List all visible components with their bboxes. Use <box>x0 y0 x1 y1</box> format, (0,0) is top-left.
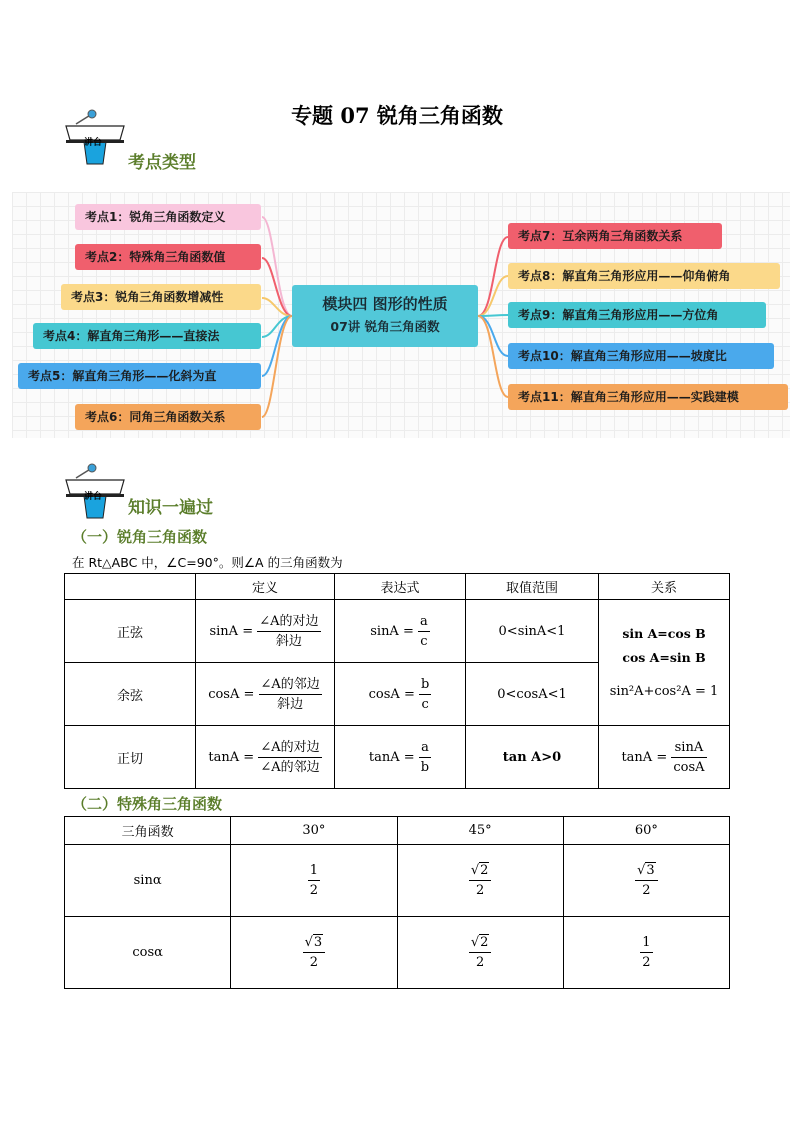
fraction <box>469 933 492 972</box>
relation-cell <box>599 600 730 726</box>
formula-lhs: tanA = <box>368 749 415 765</box>
radicand: 3 <box>313 935 323 950</box>
numerator: √3 <box>303 933 326 953</box>
fraction <box>671 738 706 777</box>
mindmap-center-title: 模块四 图形的性质 <box>322 295 448 313</box>
expression-cell <box>335 600 466 663</box>
table-header <box>65 574 196 600</box>
definition-cell <box>196 726 335 789</box>
mindmap-node-point-8: 考点8：解直角三角形应用——仰角俯角 <box>508 263 780 289</box>
denominator: 2 <box>475 955 485 970</box>
mindmap-center-node <box>292 285 478 347</box>
expression-cell <box>335 663 466 726</box>
relation-pythagorean: sin²A+cos²A = 1 <box>609 683 719 699</box>
numerator: ∠A的对边 <box>257 612 320 632</box>
table-header: 表达式 <box>335 574 466 600</box>
value-cell <box>563 845 729 917</box>
fraction <box>640 933 652 972</box>
numerator: ∠A的邻边 <box>259 675 322 695</box>
mindmap-node-point-10: 考点10：解直角三角形应用——坡度比 <box>508 343 774 369</box>
mindmap-node-point-2: 考点2：特殊角三角函数值 <box>75 244 261 270</box>
table-header: 定义 <box>196 574 335 600</box>
fraction <box>303 933 326 972</box>
subheading-special-angles: （二）特殊角三角函数 <box>72 795 223 813</box>
mindmap-node-point-1: 考点1：锐角三角函数定义 <box>75 204 261 230</box>
fraction <box>258 738 321 777</box>
denominator: 2 <box>309 883 319 898</box>
numerator: √2 <box>469 933 492 953</box>
denominator: c <box>420 633 428 649</box>
formula-lhs: cosA = <box>208 686 255 702</box>
range-cell: 0<sinA<1 <box>466 600 599 663</box>
trig-definition-table <box>64 573 730 789</box>
denominator: cosA <box>673 759 705 775</box>
row-label: cosα <box>65 917 231 989</box>
intro-text: 在 Rt△ABC 中，∠C=90°。则∠A 的三角函数为 <box>72 555 343 570</box>
mindmap-center-subtitle: 07讲 锐角三角函数 <box>330 319 440 334</box>
numerator: √2 <box>469 861 492 881</box>
row-label: 余弦 <box>65 663 196 726</box>
mindmap-node-point-6: 考点6：同角三角函数关系 <box>75 404 261 430</box>
denominator: 2 <box>475 883 485 898</box>
mindmap-node-point-5: 考点5：解直角三角形——化斜为直 <box>18 363 261 389</box>
row-label: sinα <box>65 845 231 917</box>
numerator: √3 <box>635 861 658 881</box>
value-cell <box>397 845 563 917</box>
fraction <box>308 861 320 900</box>
fraction <box>635 861 658 900</box>
numerator: a <box>418 612 430 632</box>
denominator: 斜边 <box>277 696 304 712</box>
table-row <box>65 726 730 789</box>
value-cell <box>563 917 729 989</box>
numerator: 1 <box>308 861 320 881</box>
relation-cos-sin: cos A=sin B <box>622 649 706 665</box>
fraction <box>419 738 431 777</box>
value-cell <box>231 845 397 917</box>
mindmap-node-point-7: 考点7：互余两角三角函数关系 <box>508 223 722 249</box>
formula-lhs: tanA = <box>208 749 255 765</box>
value-cell <box>231 917 397 989</box>
subheading-acute-trig: （一）锐角三角函数 <box>72 528 208 546</box>
podium-label: 讲台 <box>84 492 103 502</box>
table-header: 60° <box>563 817 729 845</box>
fraction <box>259 675 322 714</box>
row-label: 正切 <box>65 726 196 789</box>
page-title: 专题 07 锐角三角函数 <box>291 103 503 128</box>
numerator: ∠A的对边 <box>258 738 321 758</box>
denominator: 2 <box>309 955 319 970</box>
table-header: 30° <box>231 817 397 845</box>
special-angle-table <box>64 816 730 989</box>
section-heading-knowledge: 知识一遍过 <box>128 498 213 518</box>
range-cell: tan A>0 <box>466 726 599 789</box>
expression-cell <box>335 726 466 789</box>
denominator: b <box>420 759 430 775</box>
section-heading-exam-points: 考点类型 <box>128 153 196 173</box>
table-row <box>65 600 730 663</box>
mindmap-node-point-11: 考点11：解直角三角形应用——实践建模 <box>508 384 788 410</box>
denominator: c <box>421 696 429 712</box>
mindmap-node-point-9: 考点9：解直角三角形应用——方位角 <box>508 302 766 328</box>
formula-lhs: cosA = <box>368 686 415 702</box>
row-label: 正弦 <box>65 600 196 663</box>
table-header: 三角函数 <box>65 817 231 845</box>
table-header: 关系 <box>599 574 730 600</box>
numerator: b <box>419 675 431 695</box>
definition-cell <box>196 600 335 663</box>
table-header: 取值范围 <box>466 574 599 600</box>
denominator: 2 <box>642 955 651 970</box>
fraction <box>419 675 431 714</box>
denominator: 2 <box>642 883 651 898</box>
table-header: 45° <box>397 817 563 845</box>
formula-lhs: sinA = <box>209 623 254 639</box>
definition-cell <box>196 663 335 726</box>
numerator: 1 <box>640 933 652 953</box>
podium-label: 讲台 <box>84 138 103 148</box>
relation-cell <box>599 726 730 789</box>
fraction <box>418 612 430 651</box>
table-row <box>65 845 730 917</box>
value-cell <box>397 917 563 989</box>
table-row <box>65 917 730 989</box>
fraction <box>257 612 320 651</box>
mindmap-node-point-4: 考点4：解直角三角形——直接法 <box>33 323 261 349</box>
formula-lhs: tanA = <box>621 749 668 765</box>
radicand: 2 <box>480 863 489 878</box>
formula-lhs: sinA = <box>370 623 414 639</box>
radicand: 2 <box>480 935 489 950</box>
mindmap-node-point-3: 考点3：锐角三角函数增减性 <box>61 284 261 310</box>
relation-sin-cos: sin A=cos B <box>622 625 706 641</box>
denominator: 斜边 <box>275 633 302 649</box>
fraction <box>469 861 492 900</box>
radicand: 3 <box>646 863 655 878</box>
denominator: ∠A的邻边 <box>260 759 320 775</box>
numerator: sinA <box>671 738 706 758</box>
range-cell: 0<cosA<1 <box>466 663 599 726</box>
numerator: a <box>419 738 431 758</box>
